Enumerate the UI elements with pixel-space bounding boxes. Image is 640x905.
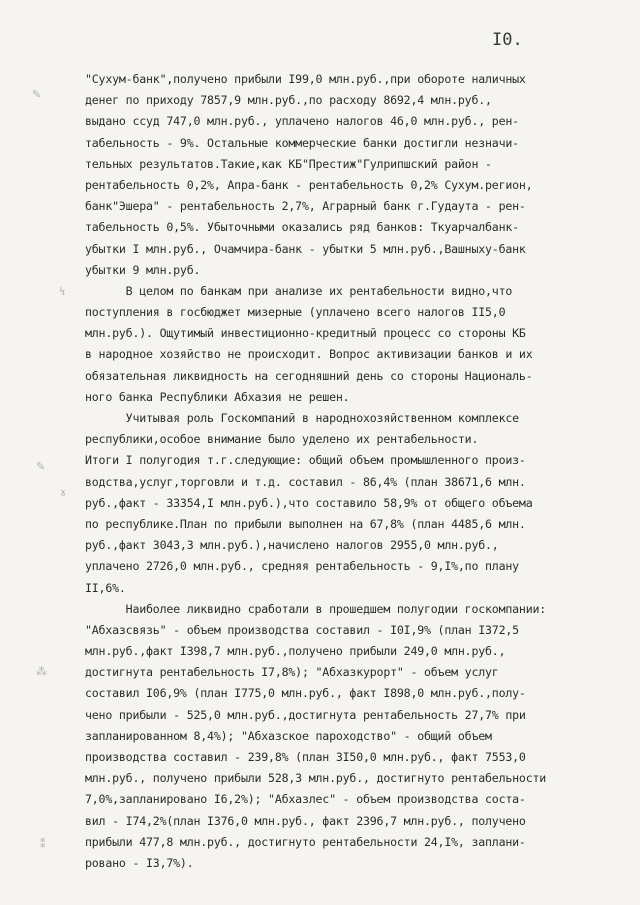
text-line: табельность 0,5%. Убыточными оказались ряд банков: Ткуарчалбанк- <box>85 220 519 235</box>
text-line: республики,особое внимание было уделено их рентабельности. <box>85 432 479 447</box>
text-line: вил - I74,2%(план I376,0 млн.руб., факт 2396,7 млн.руб., получено <box>85 813 526 828</box>
margin-mark: ⁑ <box>40 838 46 851</box>
text-line: табельность - 9%. Остальные коммерческие банки достигли незначи- <box>85 135 519 150</box>
text-line: тельных результатов.Такие,как КБ"Престиж"Гулрипшский район - <box>85 156 492 171</box>
text-line: обязательная ликвидность на сегодняшний день со стороны Националь- <box>85 368 533 383</box>
text-line: производства составил - 239,8% (план 3I50,0 млн.руб., факт 7553,0 <box>85 750 526 764</box>
margin-mark: ɤ <box>60 486 67 499</box>
margin-mark: ✎ <box>36 460 46 473</box>
text-line: В целом по банкам при анализе их рентабельности видно,что <box>85 283 513 298</box>
text-line: по республике.План по прибыли выполнен на 67,8% (план 4485,6 млн. <box>85 516 526 531</box>
text-line: Учитывая роль Госкомпаний в народнохозяйственном комплексе <box>85 411 519 425</box>
margin-mark: ✎ <box>32 88 42 101</box>
text-line: убытки I млн.руб., Очамчира-банк - убытки 5 млн.руб.,Вашныху-банк <box>85 241 526 256</box>
text-line: Итоги I полугодия т.г.следующие: общий объем промышленного произ- <box>85 453 526 468</box>
text-line: банк"Эшера" - рентабельность 2,7%, Аграрный банк г.Гудаута - рен- <box>85 199 526 214</box>
page-number: I0. <box>492 30 523 50</box>
text-line: II,6%. <box>85 580 126 595</box>
text-line: достигнута рентабельность I7,8%); "Абхазкурорт" - объем услуг <box>85 665 499 680</box>
text-line: 7,0%,запланировано I6,2%); "Абхазлес" - объем производства соста- <box>85 792 526 807</box>
text-line: составил I06,9% (план I775,0 млн.руб., факт I898,0 млн.руб.,полу- <box>85 686 526 701</box>
text-line: млн.руб.,факт I398,7 млн.руб.,получено прибыли 249,0 млн.руб., <box>85 644 506 659</box>
text-line: "Сухум-банк",получено прибыли I99,0 млн.руб.,при обороте наличных <box>85 72 526 86</box>
text-line: в народное хозяйство не происходит. Вопрос активизации банков и их <box>85 347 533 362</box>
text-line: запланированном 8,4%); "Абхазское пароходство" - общий объем <box>85 728 492 743</box>
margin-mark: ↯ <box>58 285 68 298</box>
text-line: денег по приходу 7857,9 млн.руб.,по расходу 8692,4 млн.руб., <box>85 93 492 108</box>
text-line: чено прибыли - 525,0 млн.руб.,достигнута рентабельность 27,7% при <box>85 707 526 722</box>
text-line: ровано - I3,7%). <box>85 855 194 870</box>
text-line: уплачено 2726,0 млн.руб., средняя рентабельность - 9,I%,по плану <box>85 559 519 574</box>
text-line: выдано ссуд 747,0 млн.руб., уплачено налогов 46,0 млн.руб., рен- <box>85 114 519 129</box>
text-line: млн.руб., получено прибыли 528,3 млн.руб., достигнуто рентабельности <box>85 771 547 786</box>
text-line: Наиболее ликвидно сработали в прошедшем полугодии госкомпании: <box>85 601 547 616</box>
text-line: ного банка Республики Абхазия не решен. <box>85 389 350 404</box>
text-line: руб.,факт 3043,3 млн.руб.),начислено налогов 2955,0 млн.руб., <box>85 538 499 553</box>
text-line: рентабельность 0,2%, Апра-банк - рентабельность 0,2% Сухум.регион, <box>85 177 533 192</box>
body-text <box>85 69 633 874</box>
margin-mark: ⁂ <box>36 665 47 678</box>
text-line: прибыли 477,8 млн.руб., достигнуто рентабельности 24,I%, заплани- <box>85 834 526 849</box>
text-line: водства,услуг,торговли и т.д. составил - 86,4% (план 38671,6 млн. <box>85 474 526 489</box>
text-line: "Абхазсвязь" - объем производства составил - I0I,9% (план I372,5 <box>85 622 519 637</box>
text-line: млн.руб.). Ощутимый инвестиционно-кредитный процесс со стороны КБ <box>85 326 526 341</box>
text-line: руб.,факт - 33354,I млн.руб.),что составило 58,9% от общего объема <box>85 495 533 510</box>
text-line: поступления в госбюджет мизерные (уплачено всего налогов II5,0 <box>85 305 506 320</box>
text-line: убытки 9 млн.руб. <box>85 262 201 277</box>
